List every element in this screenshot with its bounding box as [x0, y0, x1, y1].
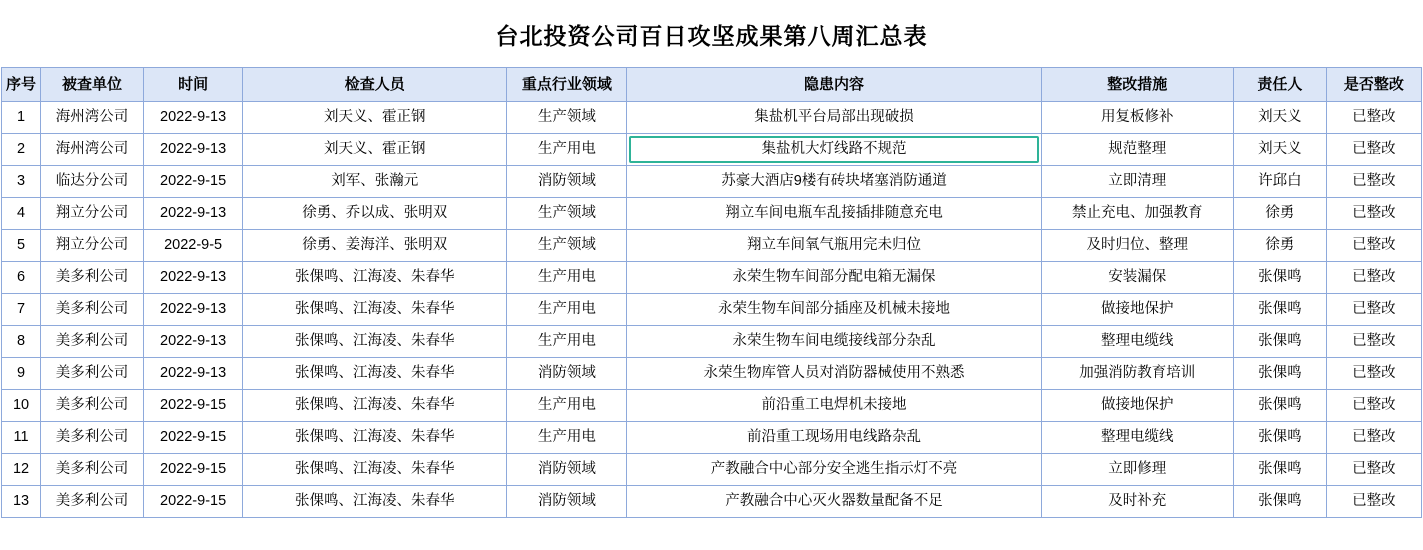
- cell-text: 2022-9-13: [160, 300, 227, 317]
- cell-text: 6: [16, 268, 26, 285]
- table-cell-r2-c4: [507, 166, 627, 198]
- table-cell-r2-c7: [1233, 166, 1326, 198]
- cell-text: 美多利公司: [55, 428, 129, 445]
- table-cell-r10-c5: [627, 422, 1041, 454]
- cell-text: 张倮鸣: [1258, 300, 1302, 317]
- cell-text: 产教融合中心灭火器数量配备不足: [725, 492, 943, 509]
- cell-text: 海州湾公司: [55, 108, 129, 125]
- cell-text: 2022-9-15: [160, 460, 227, 477]
- table-cell-r10-c0: [2, 422, 41, 454]
- cell-text: 刘天义: [1258, 108, 1302, 125]
- table-cell-r11-c2: [144, 454, 243, 486]
- cell-text: 2022-9-15: [160, 172, 227, 189]
- column-header-4: 重点行业领域: [507, 68, 627, 102]
- table-cell-r9-c6: [1041, 390, 1233, 422]
- cell-text: 2022-9-13: [160, 364, 227, 381]
- cell-text: 刘天义: [1258, 140, 1302, 157]
- cell-text: 徐勇: [1265, 204, 1295, 221]
- cell-text: 刘天义、霍正钢: [323, 108, 426, 125]
- cell-text: 生产领域: [537, 108, 596, 125]
- table-row: [2, 390, 1422, 422]
- cell-text: 2022-9-13: [160, 268, 227, 285]
- table-cell-r4-c2: [144, 230, 243, 262]
- table-cell-r2-c1: [41, 166, 144, 198]
- table-row: [2, 358, 1422, 390]
- page-title: 台北投资公司百日攻坚成果第八周汇总表: [495, 23, 928, 49]
- table-cell-r8-c8: [1326, 358, 1421, 390]
- cell-text: 3: [16, 172, 26, 189]
- cell-text: 2022-9-13: [160, 332, 227, 349]
- cell-text: 12: [12, 460, 30, 477]
- cell-text: 美多利公司: [55, 396, 129, 413]
- cell-text: 整理电缆线: [1100, 332, 1174, 349]
- table-row: [2, 198, 1422, 230]
- table-cell-r10-c4: [507, 422, 627, 454]
- cell-text: 7: [16, 300, 26, 317]
- table-cell-r7-c0: [2, 326, 41, 358]
- cell-text: 2022-9-13: [160, 108, 227, 125]
- table-cell-r4-c6: [1041, 230, 1233, 262]
- table-cell-r10-c6: [1041, 422, 1233, 454]
- table-cell-r11-c6: [1041, 454, 1233, 486]
- cell-text: 规范整理: [1108, 140, 1167, 157]
- cell-text: 生产领域: [537, 204, 596, 221]
- cell-text: 永荣生物库管人员对消防器械使用不熟悉: [703, 364, 965, 381]
- table-cell-r6-c7: [1233, 294, 1326, 326]
- cell-text: 集盐机平台局部出现破损: [754, 108, 914, 125]
- table-cell-r12-c0: [2, 486, 41, 518]
- table-cell-r12-c5: [627, 486, 1041, 518]
- table-cell-r10-c3: [243, 422, 507, 454]
- table-cell-r5-c2: [144, 262, 243, 294]
- cell-text: 已整改: [1352, 332, 1396, 349]
- table-cell-r1-c1: [41, 134, 144, 166]
- cell-text: 翔立分公司: [55, 236, 129, 253]
- table-cell-r7-c3: [243, 326, 507, 358]
- cell-text: 临达分公司: [55, 172, 129, 189]
- table-cell-r11-c4: [507, 454, 627, 486]
- table-cell-r6-c4: [507, 294, 627, 326]
- cell-text: 用复板修补: [1100, 108, 1174, 125]
- table-cell-r0-c6: [1041, 102, 1233, 134]
- cell-text: 生产用电: [537, 268, 596, 285]
- cell-text: 11: [13, 428, 29, 445]
- cell-text: 消防领域: [537, 364, 596, 381]
- table-cell-r4-c3: [243, 230, 507, 262]
- table-cell-r5-c1: [41, 262, 144, 294]
- cell-text: 永荣生物车间部分配电箱无漏保: [732, 268, 936, 285]
- table-cell-r0-c8: [1326, 102, 1421, 134]
- cell-text: 美多利公司: [55, 300, 129, 317]
- cell-text: 已整改: [1352, 492, 1396, 509]
- cell-text: 1: [16, 108, 26, 125]
- table-cell-r8-c1: [41, 358, 144, 390]
- cell-text: 张倮鸣: [1258, 460, 1302, 477]
- table-cell-r1-c6: [1041, 134, 1233, 166]
- table-cell-r10-c1: [41, 422, 144, 454]
- table-cell-r7-c7: [1233, 326, 1326, 358]
- table-row: [2, 422, 1422, 454]
- table-cell-r8-c3: [243, 358, 507, 390]
- table-cell-r12-c2: [144, 486, 243, 518]
- table-cell-r3-c3: [243, 198, 507, 230]
- cell-text: 已整改: [1352, 108, 1396, 125]
- column-header-1: 被查单位: [41, 68, 144, 102]
- cell-text: 已整改: [1352, 236, 1396, 253]
- cell-text: 2022-9-15: [160, 492, 227, 509]
- table-cell-r3-c7: [1233, 198, 1326, 230]
- cell-text: 2022-9-13: [160, 140, 227, 157]
- cell-text: 苏豪大酒店9楼有砖块堵塞消防通道: [721, 172, 947, 189]
- cell-text: 已整改: [1352, 204, 1396, 221]
- table-cell-r0-c2: [144, 102, 243, 134]
- column-header-8: 是否整改: [1326, 68, 1421, 102]
- cell-text: 已整改: [1352, 268, 1396, 285]
- cell-text: 做接地保护: [1100, 300, 1174, 317]
- table-cell-r4-c7: [1233, 230, 1326, 262]
- table-cell-r11-c5: [627, 454, 1041, 486]
- cell-text: 已整改: [1352, 396, 1396, 413]
- cell-text: 生产用电: [537, 428, 596, 445]
- cell-text: 已整改: [1352, 140, 1396, 157]
- cell-text: 张倮鸣、江海凌、朱春华: [294, 268, 455, 285]
- cell-text: 产教融合中心部分安全逃生指示灯不亮: [710, 460, 958, 477]
- table-cell-r8-c4: [507, 358, 627, 390]
- cell-text: 张倮鸣、江海凌、朱春华: [294, 428, 455, 445]
- cell-text: 徐勇: [1265, 236, 1295, 253]
- table-cell-r2-c0: [2, 166, 41, 198]
- cell-text: 张倮鸣、江海凌、朱春华: [294, 364, 455, 381]
- table-cell-r3-c4: [507, 198, 627, 230]
- table-cell-r12-c4: [507, 486, 627, 518]
- column-header-3: 检查人员: [243, 68, 507, 102]
- cell-text: 9: [16, 364, 26, 381]
- cell-text: 美多利公司: [55, 460, 129, 477]
- table-cell-r8-c7: [1233, 358, 1326, 390]
- cell-text: 2: [16, 140, 26, 157]
- table-cell-r3-c5: [627, 198, 1041, 230]
- cell-text: 4: [16, 204, 26, 221]
- table-cell-r2-c3: [243, 166, 507, 198]
- table-body: [2, 102, 1422, 518]
- table-cell-r12-c6: [1041, 486, 1233, 518]
- table-cell-r9-c2: [144, 390, 243, 422]
- cell-text: 美多利公司: [55, 364, 129, 381]
- cell-text: 集盐机大灯线路不规范: [761, 140, 907, 157]
- table-cell-r0-c3: [243, 102, 507, 134]
- cell-text: 安装漏保: [1108, 268, 1167, 285]
- cell-text: 已整改: [1352, 428, 1396, 445]
- table-cell-r6-c3: [243, 294, 507, 326]
- cell-text: 张倮鸣、江海凌、朱春华: [294, 300, 455, 317]
- table-cell-r12-c1: [41, 486, 144, 518]
- cell-text: 生产用电: [537, 300, 596, 317]
- table-cell-r7-c6: [1041, 326, 1233, 358]
- cell-text: 张倮鸣: [1258, 428, 1302, 445]
- table-cell-r11-c7: [1233, 454, 1326, 486]
- table-header: [2, 68, 1422, 102]
- cell-text: 张倮鸣: [1258, 364, 1302, 381]
- cell-text: 张倮鸣、江海凌、朱春华: [294, 332, 455, 349]
- table-cell-r5-c3: [243, 262, 507, 294]
- cell-text: 翔立车间氧气瓶用完未归位: [747, 236, 922, 253]
- table-cell-r0-c0: [2, 102, 41, 134]
- cell-text: 及时补充: [1108, 492, 1167, 509]
- table-cell-r4-c4: [507, 230, 627, 262]
- cell-text: 前沿重工电焊机未接地: [761, 396, 907, 413]
- table-cell-r9-c5: [627, 390, 1041, 422]
- table-row: [2, 294, 1422, 326]
- table-header-row: [2, 68, 1422, 102]
- table-cell-r5-c7: [1233, 262, 1326, 294]
- table-cell-r9-c8: [1326, 390, 1421, 422]
- table-cell-r0-c1: [41, 102, 144, 134]
- table-cell-r4-c5: [627, 230, 1041, 262]
- table-cell-r3-c6: [1041, 198, 1233, 230]
- cell-text: 前沿重工现场用电线路杂乱: [747, 428, 922, 445]
- table-row: [2, 454, 1422, 486]
- table-cell-r0-c4: [507, 102, 627, 134]
- table-cell-r1-c0: [2, 134, 41, 166]
- cell-text: 翔立车间电瓶车乱接插排随意充电: [725, 204, 943, 221]
- table-cell-r12-c7: [1233, 486, 1326, 518]
- table-cell-r12-c3: [243, 486, 507, 518]
- cell-text: 刘军、张瀚元: [331, 172, 419, 189]
- cell-text: 2022-9-5: [164, 236, 223, 253]
- cell-text: 永荣生物车间部分插座及机械未接地: [718, 300, 951, 317]
- cell-text: 消防领域: [537, 492, 596, 509]
- cell-text: 10: [12, 396, 30, 413]
- table-cell-r1-c2: [144, 134, 243, 166]
- table-cell-r1-c3: [243, 134, 507, 166]
- table-cell-r5-c5: [627, 262, 1041, 294]
- cell-text: 生产领域: [537, 236, 596, 253]
- table-cell-r8-c5: [627, 358, 1041, 390]
- table-cell-r5-c4: [507, 262, 627, 294]
- table-cell-r4-c0: [2, 230, 41, 262]
- table-cell-r6-c1: [41, 294, 144, 326]
- cell-text: 加强消防教育培训: [1079, 364, 1196, 381]
- cell-text: 整理电缆线: [1100, 428, 1174, 445]
- table-cell-r6-c6: [1041, 294, 1233, 326]
- cell-text: 生产用电: [537, 396, 596, 413]
- cell-text: 张倮鸣: [1258, 396, 1302, 413]
- cell-text: 2022-9-15: [160, 428, 227, 445]
- inspection-summary-table: [1, 67, 1422, 518]
- table-cell-r11-c3: [243, 454, 507, 486]
- cell-text: 已整改: [1352, 300, 1396, 317]
- cell-text: 2022-9-13: [160, 204, 227, 221]
- table-cell-r7-c5: [627, 326, 1041, 358]
- table-cell-r8-c2: [144, 358, 243, 390]
- table-cell-r9-c1: [41, 390, 144, 422]
- cell-text: 已整改: [1352, 172, 1396, 189]
- table-cell-r0-c7: [1233, 102, 1326, 134]
- table-cell-r9-c7: [1233, 390, 1326, 422]
- table-cell-r5-c8: [1326, 262, 1421, 294]
- table-row: [2, 230, 1422, 262]
- cell-text: 许邱白: [1258, 172, 1302, 189]
- table-cell-r3-c2: [144, 198, 243, 230]
- cell-text: 美多利公司: [55, 268, 129, 285]
- cell-text: 翔立分公司: [55, 204, 129, 221]
- table-cell-r6-c5: [627, 294, 1041, 326]
- cell-text: 生产用电: [537, 140, 596, 157]
- table-cell-r11-c0: [2, 454, 41, 486]
- cell-text: 立即修理: [1108, 460, 1167, 477]
- table-cell-r7-c2: [144, 326, 243, 358]
- table-cell-r7-c8: [1326, 326, 1421, 358]
- table-cell-r2-c2: [144, 166, 243, 198]
- table-cell-r11-c1: [41, 454, 144, 486]
- table-cell-r3-c8: [1326, 198, 1421, 230]
- table-cell-r10-c2: [144, 422, 243, 454]
- column-header-2: 时间: [144, 68, 243, 102]
- table-cell-r5-c6: [1041, 262, 1233, 294]
- cell-text: 海州湾公司: [55, 140, 129, 157]
- table-cell-r1-c8: [1326, 134, 1421, 166]
- cell-text: 徐勇、乔以成、张明双: [302, 204, 448, 221]
- table-cell-r2-c6: [1041, 166, 1233, 198]
- table-row: [2, 102, 1422, 134]
- table-row: [2, 326, 1422, 358]
- table-cell-r9-c4: [507, 390, 627, 422]
- cell-text: 张倮鸣: [1258, 332, 1302, 349]
- table-row: [2, 262, 1422, 294]
- table-cell-r4-c8: [1326, 230, 1421, 262]
- table-cell-r11-c8: [1326, 454, 1421, 486]
- table-cell-r2-c5: [627, 166, 1041, 198]
- table-row: [2, 486, 1422, 518]
- cell-text: 张倮鸣: [1258, 492, 1302, 509]
- table-cell-r6-c8: [1326, 294, 1421, 326]
- cell-text: 禁止充电、加强教育: [1071, 204, 1203, 221]
- cell-text: 已整改: [1352, 460, 1396, 477]
- table-cell-r3-c0: [2, 198, 41, 230]
- cell-text: 消防领域: [537, 460, 596, 477]
- column-header-6: 整改措施: [1041, 68, 1233, 102]
- table-cell-r12-c8: [1326, 486, 1421, 518]
- cell-text: 做接地保护: [1100, 396, 1174, 413]
- cell-text: 张倮鸣、江海凌、朱春华: [294, 492, 455, 509]
- table-cell-r10-c7: [1233, 422, 1326, 454]
- cell-text: 5: [16, 236, 26, 253]
- table-cell-r8-c6: [1041, 358, 1233, 390]
- cell-text: 2022-9-15: [160, 396, 227, 413]
- table-cell-r0-c5: [627, 102, 1041, 134]
- column-header-0: 序号: [2, 68, 41, 102]
- column-header-7: 责任人: [1233, 68, 1326, 102]
- cell-text: 永荣生物车间电缆接线部分杂乱: [732, 332, 936, 349]
- table-cell-r4-c1: [41, 230, 144, 262]
- table-cell-r8-c0: [2, 358, 41, 390]
- table-row: [2, 166, 1422, 198]
- cell-text: 美多利公司: [55, 332, 129, 349]
- table-cell-r1-c4: [507, 134, 627, 166]
- cell-text: 张倮鸣、江海凌、朱春华: [294, 460, 455, 477]
- table-cell-r6-c2: [144, 294, 243, 326]
- cell-text: 张倮鸣、江海凌、朱春华: [294, 396, 455, 413]
- table-row: [2, 134, 1422, 166]
- cell-text: 美多利公司: [55, 492, 129, 509]
- cell-text: 张倮鸣: [1258, 268, 1302, 285]
- table-cell-r7-c4: [507, 326, 627, 358]
- cell-text: 刘天义、霍正钢: [323, 140, 426, 157]
- cell-text: 13: [12, 492, 30, 509]
- cell-text: 8: [16, 332, 26, 349]
- table-cell-r6-c0: [2, 294, 41, 326]
- column-header-5: 隐患内容: [627, 68, 1041, 102]
- cell-text: 立即清理: [1108, 172, 1167, 189]
- cell-text: 生产用电: [537, 332, 596, 349]
- cell-text: 已整改: [1352, 364, 1396, 381]
- table-cell-r9-c0: [2, 390, 41, 422]
- table-cell-r10-c8: [1326, 422, 1421, 454]
- table-cell-r2-c8: [1326, 166, 1421, 198]
- table-cell-r5-c0: [2, 262, 41, 294]
- highlighted-cell: [627, 134, 1041, 166]
- table-cell-r3-c1: [41, 198, 144, 230]
- table-cell-r1-c7: [1233, 134, 1326, 166]
- cell-text: 消防领域: [537, 172, 596, 189]
- table-cell-r7-c1: [41, 326, 144, 358]
- table-cell-r9-c3: [243, 390, 507, 422]
- cell-text: 徐勇、姜海洋、张明双: [302, 236, 448, 253]
- cell-text: 及时归位、整理: [1086, 236, 1188, 253]
